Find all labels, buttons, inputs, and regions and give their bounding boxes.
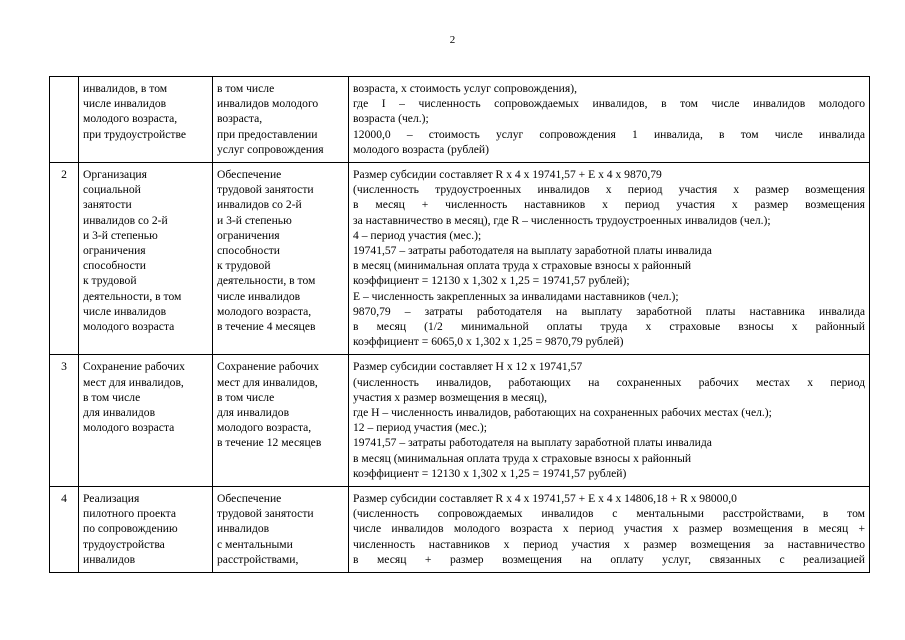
calc-line: Размер субсидии составляет R x 4 x 19741,57 + E x 4 x 14806,18 + R x 98000,0 [353, 492, 737, 506]
calc-line: коэффициент = 6065,0 x 1,302 x 1,25 = 9870,79 рублей) [353, 335, 624, 349]
calc-line: где H – численность инвалидов, работающих на сохраненных рабочих местах (чел.); [353, 406, 772, 420]
event-line: молодого возраста [83, 320, 175, 334]
event-line: по сопровождению [83, 522, 178, 536]
goal-cell [213, 487, 349, 573]
table-row [50, 163, 870, 355]
row-number: 3 [50, 355, 79, 487]
event-line: к трудовой [83, 274, 137, 288]
event-line: и 3-й степенью [83, 228, 158, 242]
event-line: социальной [83, 183, 141, 197]
calc-line: (численность инвалидов, работающих на сохраненных рабочих местах х период [353, 375, 865, 389]
event-cell [79, 487, 213, 573]
calc-line: в месяц (1/2 минимальной оплаты труда х страховые взносы х районный [353, 320, 865, 334]
goal-cell [213, 163, 349, 355]
event-line: при трудоустройстве [83, 127, 186, 141]
goal-line: мест для инвалидов, [217, 375, 318, 389]
goal-line: ограничения [217, 228, 280, 242]
goal-line: услуг сопровождения [217, 142, 324, 156]
goal-line: инвалидов [217, 522, 270, 536]
calc-line: в месяц (минимальная оплата труда х страховые взносы х районный [353, 259, 692, 273]
row-number [50, 77, 79, 163]
event-line: числе инвалидов [83, 97, 167, 111]
goal-line: инвалидов молодого [217, 97, 319, 111]
table-row [50, 355, 870, 487]
event-line: способности [83, 259, 146, 273]
goal-line: молодого возраста, [217, 421, 312, 435]
goal-line: числе инвалидов [217, 289, 301, 303]
subsidy-table [49, 76, 870, 573]
calc-line: численность наставников х период участия х размер возмещения за наставничество [353, 537, 865, 551]
event-line: инвалидов со 2-й [83, 213, 168, 227]
calc-line: в месяц + численность наставников х период участия х размер возмещения [353, 198, 865, 212]
event-line: молодого возраста, [83, 112, 178, 126]
goal-cell [213, 77, 349, 163]
event-cell [79, 163, 213, 355]
calc-line: 19741,57 – затраты работодателя на выплату заработной платы инвалида [353, 244, 712, 258]
goal-line: и 3-й степенью [217, 213, 292, 227]
event-line: пилотного проекта [83, 507, 176, 521]
goal-line: трудовой занятости [217, 507, 314, 521]
calc-line: Размер субсидии составляет R x 4 x 19741,57 + E x 4 x 9870,79 [353, 168, 662, 182]
goal-line: Обеспечение [217, 492, 282, 506]
goal-line: в том числе [217, 390, 275, 404]
calc-line: коэффициент = 12130 x 1,302 x 1,25 = 19741,57 рублей) [353, 466, 627, 480]
row-number: 4 [50, 487, 79, 573]
event-line: числе инвалидов [83, 304, 167, 318]
calc-cell [349, 77, 870, 163]
goal-line: способности [217, 244, 280, 258]
event-line: деятельности, в том [83, 289, 182, 303]
goal-line: для инвалидов [217, 406, 290, 420]
event-line: ограничения [83, 244, 146, 258]
event-line: мест для инвалидов, [83, 375, 184, 389]
calc-cell [349, 487, 870, 573]
goal-line: деятельности, в том [217, 274, 316, 288]
calc-line: в месяц + размер возмещения на оплату услуг, связанных с реализацией [353, 552, 865, 566]
goal-line: в течение 4 месяцев [217, 320, 316, 334]
event-line: для инвалидов [83, 406, 156, 420]
calc-line: числе инвалидов молодого возраста х период участия х размер возмещения в месяц + [353, 522, 865, 536]
event-line: молодого возраста [83, 421, 175, 435]
calc-line: коэффициент = 12130 x 1,302 x 1,25 = 19741,57 рублей); [353, 274, 630, 288]
goal-line: расстройствами, [217, 552, 299, 566]
event-line: инвалидов [83, 552, 136, 566]
calc-line: за наставничество в месяц), где R – численность трудоустроенных инвалидов (чел.); [353, 213, 771, 227]
event-cell [79, 77, 213, 163]
calc-cell [349, 355, 870, 487]
calc-line: (численность трудоустроенных инвалидов х период участия х размер возмещения [353, 183, 865, 197]
calc-line: 12000,0 – стоимость услуг сопровождения 1 инвалида, в том числе инвалида [353, 127, 865, 141]
goal-line: трудовой занятости [217, 183, 314, 197]
event-line: Организация [83, 168, 147, 182]
event-line: инвалидов, в том [83, 82, 168, 95]
event-line: Реализация [83, 492, 140, 506]
event-line: трудоустройства [83, 537, 165, 551]
calc-line: 19741,57 – затраты работодателя на выплату заработной платы инвалида [353, 436, 712, 450]
calc-cell [349, 163, 870, 355]
table-row [50, 487, 870, 573]
table-row [50, 77, 870, 163]
calc-line: где I – численность сопровождаемых инвалидов, в том числе инвалидов молодого [353, 97, 865, 111]
event-line: в том числе [83, 390, 141, 404]
calc-line: в месяц (минимальная оплата труда х страховые взносы х районный [353, 451, 692, 465]
event-line: занятости [83, 198, 132, 212]
goal-line: молодого возраста, [217, 304, 312, 318]
goal-line: к трудовой [217, 259, 271, 273]
calc-line: 4 – период участия (мес.); [353, 228, 482, 242]
calc-line: возраста, х стоимость услуг сопровождения), [353, 82, 577, 95]
goal-line: в том числе [217, 82, 275, 95]
calc-line: (численность сопровождаемых инвалидов с ментальными расстройствами, в том [353, 507, 865, 521]
event-cell [79, 355, 213, 487]
goal-line: при предоставлении [217, 127, 318, 141]
calc-line: возраста (чел.); [353, 112, 429, 126]
row-number: 2 [50, 163, 79, 355]
calc-line: Размер субсидии составляет H x 12 x 19741,57 [353, 360, 583, 374]
page-number: 2 [449, 34, 456, 46]
calc-line: молодого возраста (рублей) [353, 142, 489, 156]
goal-line: Обеспечение [217, 168, 282, 182]
calc-line: E – численность закрепленных за инвалидами наставников (чел.); [353, 289, 679, 303]
goal-line: с ментальными [217, 537, 293, 551]
goal-line: в течение 12 месяцев [217, 436, 322, 450]
goal-line: возраста, [217, 112, 263, 126]
goal-line: Сохранение рабочих [217, 360, 319, 374]
goal-cell [213, 355, 349, 487]
calc-line: 9870,79 – затраты работодателя на выплату заработной платы наставника инвалида [353, 304, 865, 318]
calc-line: 12 – период участия (мес.); [353, 421, 487, 435]
calc-line: участия х размер возмещения в месяц), [353, 390, 548, 404]
goal-line: инвалидов со 2-й [217, 198, 302, 212]
event-line: Сохранение рабочих [83, 360, 185, 374]
